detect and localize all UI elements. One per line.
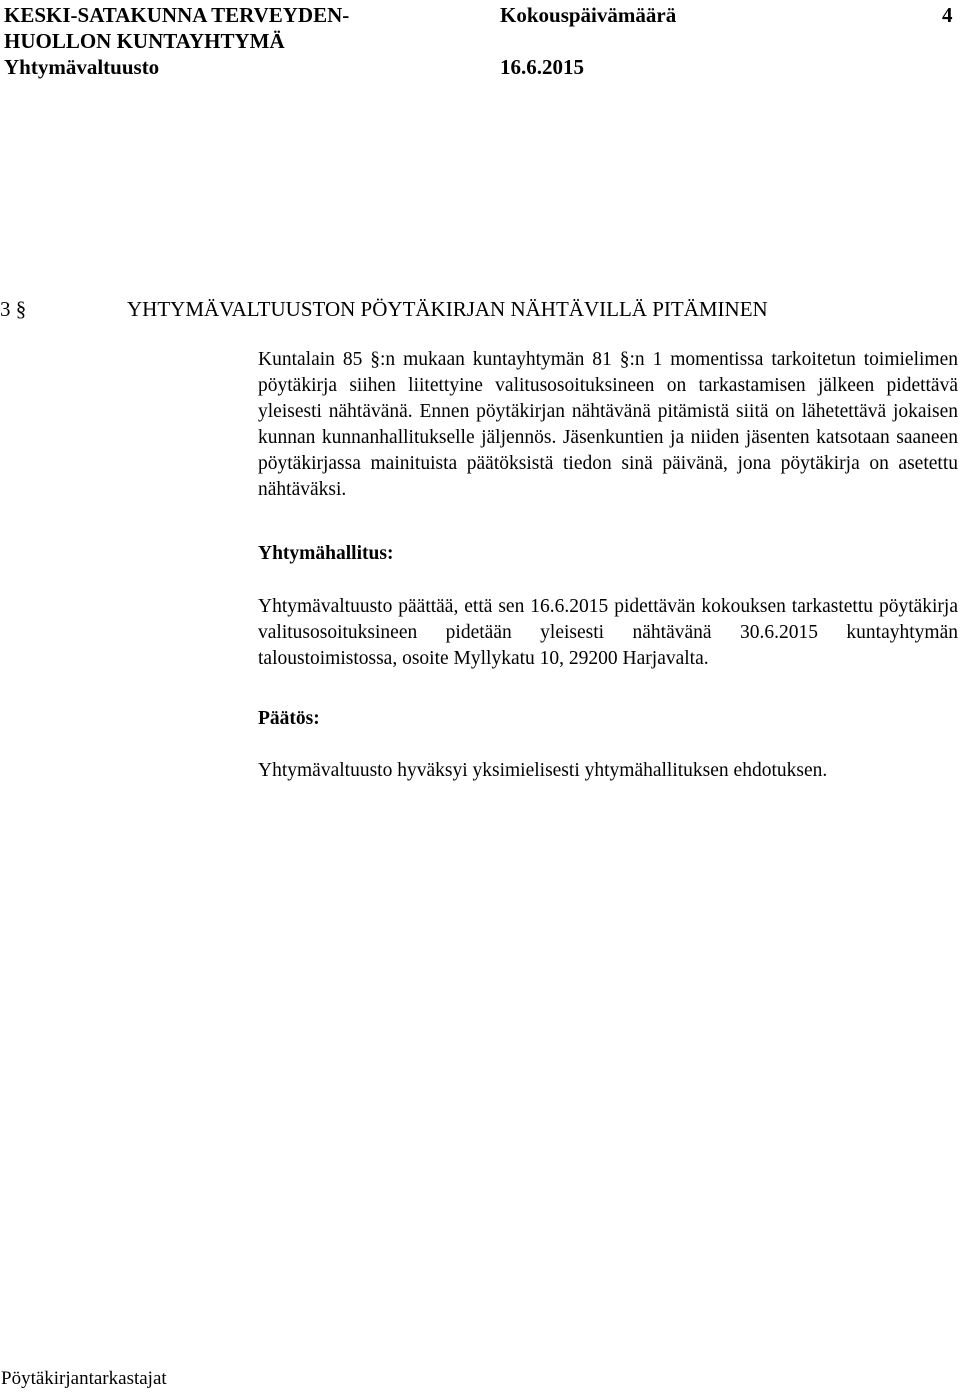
organization-name-line2: HUOLLON KUNTAYHTYMÄ <box>4 29 285 53</box>
meeting-date-label: Kokouspäivämäärä <box>500 3 677 27</box>
section-title: YHTYMÄVALTUUSTON PÖYTÄKIRJAN NÄHTÄVILLÄ PITÄMINEN <box>127 297 768 321</box>
organization-name-line1: KESKI-SATAKUNNA TERVEYDEN- <box>4 3 350 27</box>
meeting-date: 16.6.2015 <box>500 55 584 79</box>
governing-body-name: Yhtymävaltuusto <box>4 55 160 79</box>
proposal-heading: Yhtymähallitus: <box>258 543 394 564</box>
minutes-examiners-label: Pöytäkirjantarkastajat <box>1 1368 167 1389</box>
section-number: 3 § <box>0 297 27 321</box>
proposal-paragraph: Yhtymävaltuusto päättää, että sen 16.6.2015 pidettävän kokouksen tarkastettu pöytäkirja valitusosoituksineen pidetään yleisesti nähtävänä 30.6.2015 kuntayhtymän taloustoimistossa, osoite Myllykatu 10, 29200 Harjavalta. <box>258 596 958 669</box>
legal-background-paragraph: Kuntalain 85 §:n mukaan kuntayhtymän 81 §:n 1 momentissa tarkoitetun toimielimen pöytäkirja siihen liitettyine valitusosoituksineen on tarkastamisen jälkeen pidettävä yleisesti nähtävänä. Ennen pöytäkirjan nähtävänä pitämistä siitä on lähetettävä jokaisen kunnan kunnanhallitukselle jäljennös. Jäsenkuntien ja niiden jäsenten katsotaan saaneen pöytäkirjassa mainituista päätöksistä tiedon sinä päivänä, jona pöytäkirja on asetettu nähtäväksi. <box>258 349 958 500</box>
page-number: 4 <box>942 3 953 27</box>
decision-heading: Päätös: <box>258 708 320 729</box>
decision-paragraph: Yhtymävaltuusto hyväksyi yksimielisesti yhtymähallituksen ehdotuksen. <box>258 760 828 781</box>
